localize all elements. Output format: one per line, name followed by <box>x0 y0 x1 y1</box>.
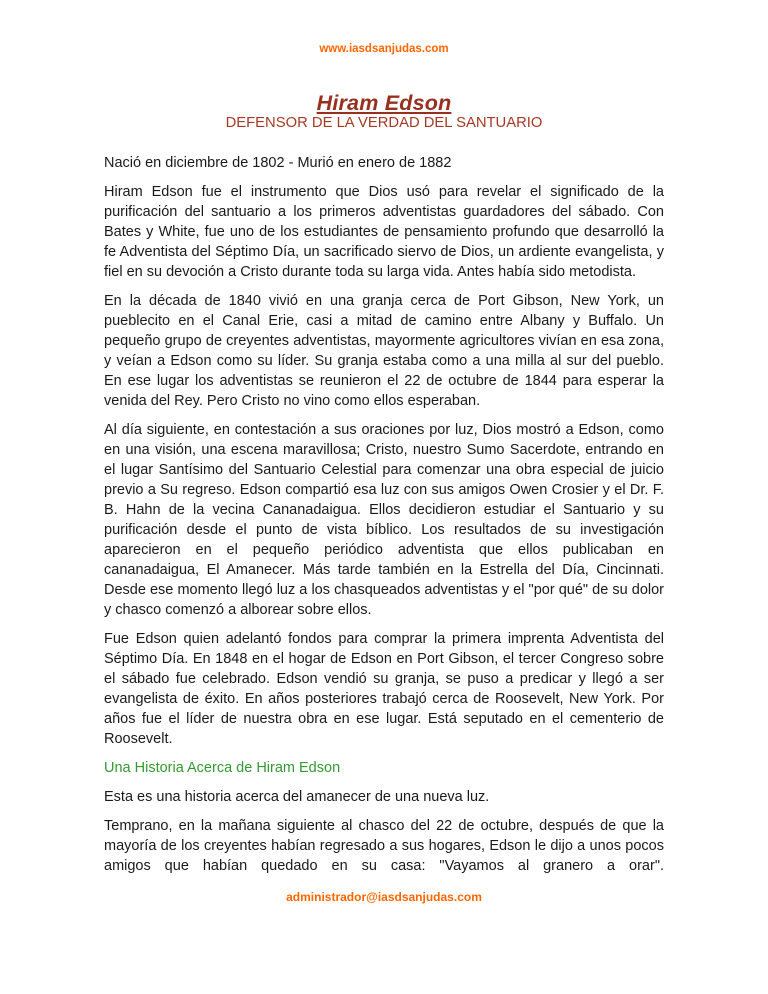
section-heading: Una Historia Acerca de Hiram Edson <box>104 760 341 776</box>
page-title: Hiram Edson <box>316 91 452 115</box>
paragraph-2: En la década de 1840 vivió en una granja cerca de Port Gibson, New York, un pueblecito en el Canal Erie, casi a mitad de camino entre Albany y Buffalo. Un pequeño grupo de creyentes adventistas, mayormente agricultores vivían en esa zona, y veían a Edson como su líder. Su granja estaba como a una milla al sur del pueblo. En ese lugar los adventistas se reunieron el 22 de octubre de 1844 para esperar la venida del Rey. Pero Cristo no vino como ellos esperaban. <box>104 293 664 409</box>
paragraph-1: Hiram Edson fue el instrumento que Dios usó para revelar el significado de la purificación del santuario a los primeros adventistas guardadores del sábado. Con Bates y White, fue uno de los estudiantes de pensamiento profundo que desarrolló la fe Adventista del Séptimo Día, un sacrificado siervo de Dios, un ardiente evangelista, y fiel en su devoción a Cristo durante toda su larga vida. Antes había sido metodista. <box>104 184 664 280</box>
paragraph-5: Temprano, en la mañana siguiente al chasco del 22 de octubre, después de que la mayoría de los creyentes habían regresado a sus hogares, Edson le dijo a unos pocos amigos que habían quedado en su casa: "Vayamos al granero a orar". <box>104 818 664 874</box>
paragraph-3: Al día siguiente, en contestación a sus oraciones por luz, Dios mostró a Edson, como en una visión, una escena maravillosa; Cristo, nuestro Sumo Sacerdote, entrando en el lugar Santísimo del Santuario Celestial para comenzar una obra especial de juicio previo a Su regreso. Edson compartió esa luz con sus amigos Owen Crosier y el Dr. F. B. Hahn de la vecina Cananadaigua. Ellos decidieron estudiar el Santuario y su purificación desde el punto de vista bíblico. Los resultados de su investigación aparecieron en el pequeño periódico adventista que ellos publicaban en cananadaigua, El Amanecer. Más tarde también en la Estrella del Día, Cincinnati. Desde ese momento llegó luz a los chasqueados adventistas y el "por qué" de su dolor y chasco comenzó a alborear sobre ellos. <box>104 422 664 618</box>
page-subtitle: DEFENSOR DE LA VERDAD DEL SANTUARIO <box>225 115 543 131</box>
birth-death-line: Nació en diciembre de 1802 - Murió en enero de 1882 <box>104 155 452 171</box>
site-url-link[interactable]: www.iasdsanjudas.com <box>319 43 449 55</box>
paragraph-4: Fue Edson quien adelantó fondos para comprar la primera imprenta Adventista del Séptimo Día. En 1848 en el hogar de Edson en Port Gibson, el tercer Congreso sobre el sábado fue celebrado. Edson vendió su granja, se puso a predicar y llegó a ser evangelista de éxito. En años posteriores trabajó cerca de Roosevelt, New York. Por años fue el líder de nuestra obra en ese lugar. Está seputado en el cementerio de Roosevelt. <box>104 631 664 747</box>
footer-email-link[interactable]: administrador@iasdsanjudas.com <box>286 890 482 904</box>
section-intro: Esta es una historia acerca del amanecer de una nueva luz. <box>104 789 490 805</box>
